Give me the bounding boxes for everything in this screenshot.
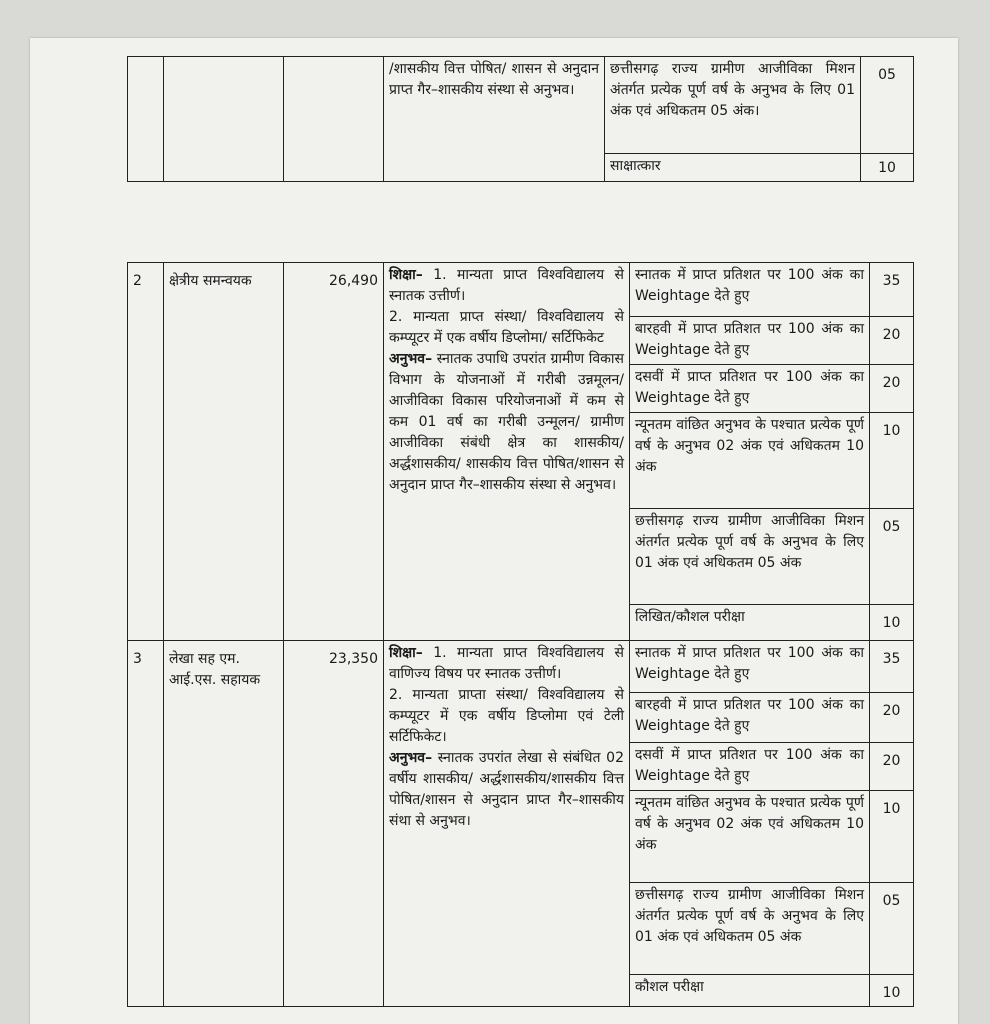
marks-value: 35 xyxy=(882,651,901,667)
criteria-cell xyxy=(630,317,870,365)
marks-value: 20 xyxy=(882,753,901,769)
marks-cell xyxy=(870,693,914,743)
criteria-text: न्यूनतम वांछित अनुभव के पश्चात प्रत्येक पूर्ण वर्ष के अनुभव 02 अंक एवं अधिकतम 10 अंक xyxy=(635,795,864,853)
salary-cell xyxy=(284,641,384,1007)
marks-value: 35 xyxy=(882,273,901,289)
marks-cell xyxy=(870,263,914,317)
criteria-cell xyxy=(605,154,861,182)
qualification-cell xyxy=(384,641,630,1007)
marks-cell xyxy=(870,509,914,605)
criteria-cell xyxy=(630,693,870,743)
marks-cell xyxy=(861,154,914,182)
criteria-text: स्नातक में प्राप्त प्रतिशत पर 100 अंक का Weightage देते हुए xyxy=(635,645,864,682)
education-label: शिक्षा– xyxy=(389,645,423,661)
criteria-text: दसवीं में प्राप्त प्रतिशत पर 100 अंक का Weightage देते हुए xyxy=(635,747,864,784)
salary-value: 26,490 xyxy=(329,273,378,289)
marks-value: 20 xyxy=(882,327,901,343)
marks-value: 05 xyxy=(882,893,901,909)
post-cell xyxy=(164,57,284,182)
criteria-text: कौशल परीक्षा xyxy=(635,979,704,995)
marks-value: 20 xyxy=(882,703,901,719)
marks-value: 10 xyxy=(878,160,896,176)
post-name: क्षेत्रीय समन्वयक xyxy=(169,273,252,289)
marks-cell xyxy=(870,641,914,693)
criteria-text: बारहवी में प्राप्त प्रतिशत पर 100 अंक का Weightage देते हुए xyxy=(635,697,864,734)
qualification-cell xyxy=(384,263,630,641)
salary-cell xyxy=(284,57,384,182)
criteria-text: न्यूनतम वांछित अनुभव के पश्चात प्रत्येक पूर्ण वर्ष के अनुभव 02 अंक एवं अधिकतम 10 अंक xyxy=(635,417,864,475)
marks-value: 05 xyxy=(882,519,901,535)
table-row xyxy=(128,641,914,693)
criteria-text: लिखित/कौशल परीक्षा xyxy=(635,609,745,625)
criteria-cell xyxy=(630,641,870,693)
criteria-cell xyxy=(630,413,870,509)
marks-cell xyxy=(870,317,914,365)
qualification-cell xyxy=(384,57,605,182)
criteria-cell xyxy=(630,509,870,605)
criteria-text: छत्तीसगढ़ राज्य ग्रामीण आजीविका मिशन अंतर्गत प्रत्येक पूर्ण वर्ष के अनुभव के लिए 01 अंक एवं अधिकतम 05 अंक xyxy=(635,887,864,945)
education-item: 2. मान्यता प्राप्ता संस्था/ विश्वविद्यालय से कम्प्यूटर में एक वर्षीय डिप्लोमा एवं टेली सर्टिफिकेट। xyxy=(389,687,624,745)
education-item: 2. मान्यता प्राप्त संस्था/ विश्वविद्यालय से कम्प्यूटर में एक वर्षीय डिप्लोमा/ सर्टिफिकेट xyxy=(389,309,624,346)
sno-cell xyxy=(128,57,164,182)
experience-label: अनुभव– xyxy=(389,351,433,367)
criteria-text: स्नातक में प्राप्त प्रतिशत पर 100 अंक का Weightage देते हुए xyxy=(635,267,864,304)
criteria-text: दसवीं में प्राप्त प्रतिशत पर 100 अंक का Weightage देते हुए xyxy=(635,369,864,406)
sno-cell xyxy=(128,263,164,641)
criteria-cell xyxy=(605,57,861,154)
criteria-text: बारहवी में प्राप्त प्रतिशत पर 100 अंक का Weightage देते हुए xyxy=(635,321,864,358)
marks-cell xyxy=(870,605,914,641)
salary-value: 23,350 xyxy=(329,651,378,667)
criteria-cell xyxy=(630,883,870,975)
post-name: लेखा सह एम. आई.एस. सहायक xyxy=(169,651,261,688)
post-cell xyxy=(164,641,284,1007)
post-cell xyxy=(164,263,284,641)
criteria-cell xyxy=(630,365,870,413)
marks-value: 10 xyxy=(882,615,901,631)
marks-value: 10 xyxy=(882,423,901,439)
criteria-cell xyxy=(630,791,870,883)
marks-cell xyxy=(870,743,914,791)
marks-cell xyxy=(870,413,914,509)
criteria-cell xyxy=(630,743,870,791)
marks-value: 20 xyxy=(882,375,901,391)
experience-text: /शासकीय वित्त पोषित/ शासन से अनुदान प्राप्त गैर–शासकीय संस्था से अनुभव। xyxy=(389,61,599,98)
education-label: शिक्षा– xyxy=(389,267,423,283)
salary-cell xyxy=(284,263,384,641)
experience-text: स्नातक उपाधि उपरांत ग्रामीण विकास विभाग के योजनाओं में गरीबी उन्नमूलन/आजीविका विकास परियोजनाओं में कम से कम 01 वर्ष का गरीबी उन्मूलन/ ग्रामीण आजीविका संबंधी क्षेत्र का शासकीय/अर्द्धशासकीय/ शासकीय वित्त पोषित/शासन से अनुदान प्राप्त गैर–शासकीय संस्था से अनुभव। xyxy=(389,351,624,493)
criteria-cell xyxy=(630,263,870,317)
marks-cell xyxy=(870,883,914,975)
criteria-text: छत्तीसगढ़ राज्य ग्रामीण आजीविका मिशन अंतर्गत प्रत्येक पूर्ण वर्ष के अनुभव के लिए 01 अंक एवं अधिकतम 05 अंक। xyxy=(610,61,855,119)
education-item: 1. मान्यता प्राप्त विश्वविद्यालय से वाणिज्य विषय पर स्नातक उत्तीर्ण। xyxy=(389,645,624,682)
sno-cell xyxy=(128,641,164,1007)
continuation-table xyxy=(127,56,914,182)
criteria-cell xyxy=(630,975,870,1007)
marks-cell xyxy=(861,57,914,154)
experience-text: स्नातक उपरांत लेखा से संबंधित 02 वर्षीय शासकीय/ अर्द्धशासकीय/शासकीय वित्त पोषित/शासन से अनुदान प्राप्त गैर–शासकीय संथा से अनुभव। xyxy=(389,750,624,829)
criteria-text: छत्तीसगढ़ राज्य ग्रामीण आजीविका मिशन अंतर्गत प्रत्येक पूर्ण वर्ष के अनुभव के लिए 01 अंक एवं अधिकतम 05 अंक xyxy=(635,513,864,571)
experience-label: अनुभव– xyxy=(389,750,433,766)
education-item: 1. मान्यता प्राप्त विश्वविद्यालय से स्नातक उत्तीर्ण। xyxy=(389,267,624,304)
marks-cell xyxy=(870,791,914,883)
sno-value: 3 xyxy=(133,651,142,667)
marks-cell xyxy=(870,365,914,413)
posts-table xyxy=(127,262,914,1007)
criteria-text: साक्षात्कार xyxy=(610,158,661,174)
criteria-cell xyxy=(630,605,870,641)
marks-cell xyxy=(870,975,914,1007)
marks-value: 10 xyxy=(882,801,901,817)
marks-value: 05 xyxy=(878,67,896,83)
sno-value: 2 xyxy=(133,273,142,289)
table-row xyxy=(128,263,914,317)
marks-value: 10 xyxy=(882,985,901,1001)
